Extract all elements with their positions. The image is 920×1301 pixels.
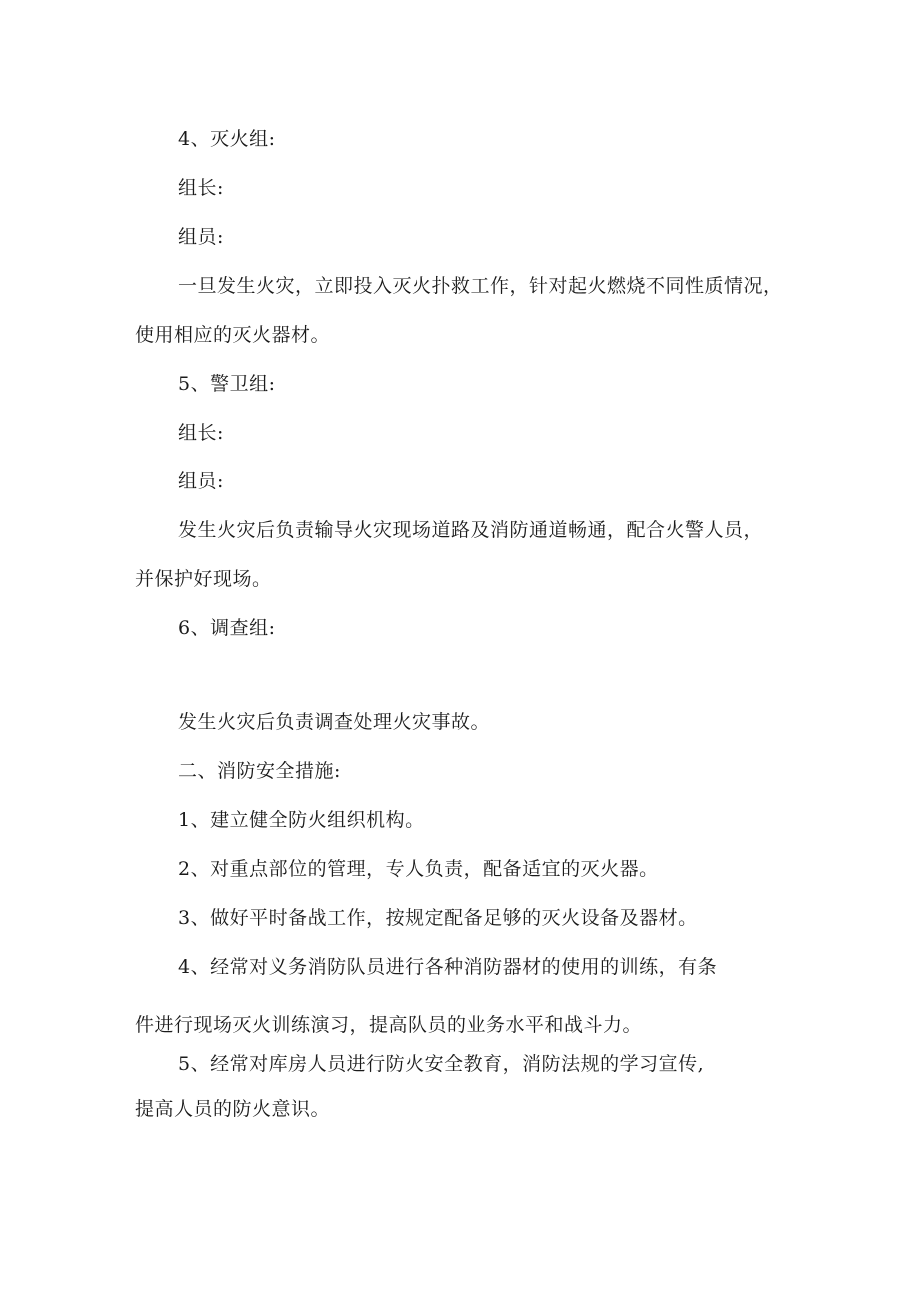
measure-4-line-1: 4、经常对义务消防队员进行各种消防器材的使用的训练，有条 <box>178 956 718 978</box>
measure-2: 2、对重点部位的管理，专人负责，配备适宜的灭火器。 <box>178 858 659 880</box>
measure-3: 3、做好平时备战工作，按规定配备足够的灭火设备及器材。 <box>178 907 698 929</box>
measure-5-line-1: 5、经常对库房人员进行防火安全教育，消防法规的学习宣传, <box>178 1053 705 1075</box>
group-5-duty-line-1: 发生火灾后负责输导火灾现场道路及消防通道畅通，配合火警人员， <box>178 519 764 541</box>
measure-5-line-2: 提高人员的防火意识。 <box>135 1098 331 1120</box>
measure-1: 1、建立健全防火组织机构。 <box>178 809 425 831</box>
group-6-heading: 6、调查组: <box>178 617 276 639</box>
group-5-heading: 5、警卫组: <box>178 373 276 395</box>
group-4-duty-line-2: 使用相应的灭火器材。 <box>135 324 331 346</box>
group-5-leader: 组长: <box>178 422 224 444</box>
group-5-members: 组员: <box>178 470 224 492</box>
group-4-members: 组员: <box>178 226 224 248</box>
measure-4-line-2: 件进行现场灭火训练演习，提高队员的业务水平和战斗力。 <box>135 1014 643 1036</box>
group-5-duty-line-2: 并保护好现场。 <box>135 568 272 590</box>
group-4-duty-line-1: 一旦发生火灾，立即投入灭火扑救工作，针对起火燃烧不同性质情况， <box>178 275 783 297</box>
group-4-heading: 4、灭火组: <box>178 128 276 150</box>
section-2-heading: 二、消防安全措施: <box>178 760 341 782</box>
group-6-duty: 发生火灾后负责调查处理火灾事故。 <box>178 711 491 733</box>
group-4-leader: 组长: <box>178 177 224 199</box>
